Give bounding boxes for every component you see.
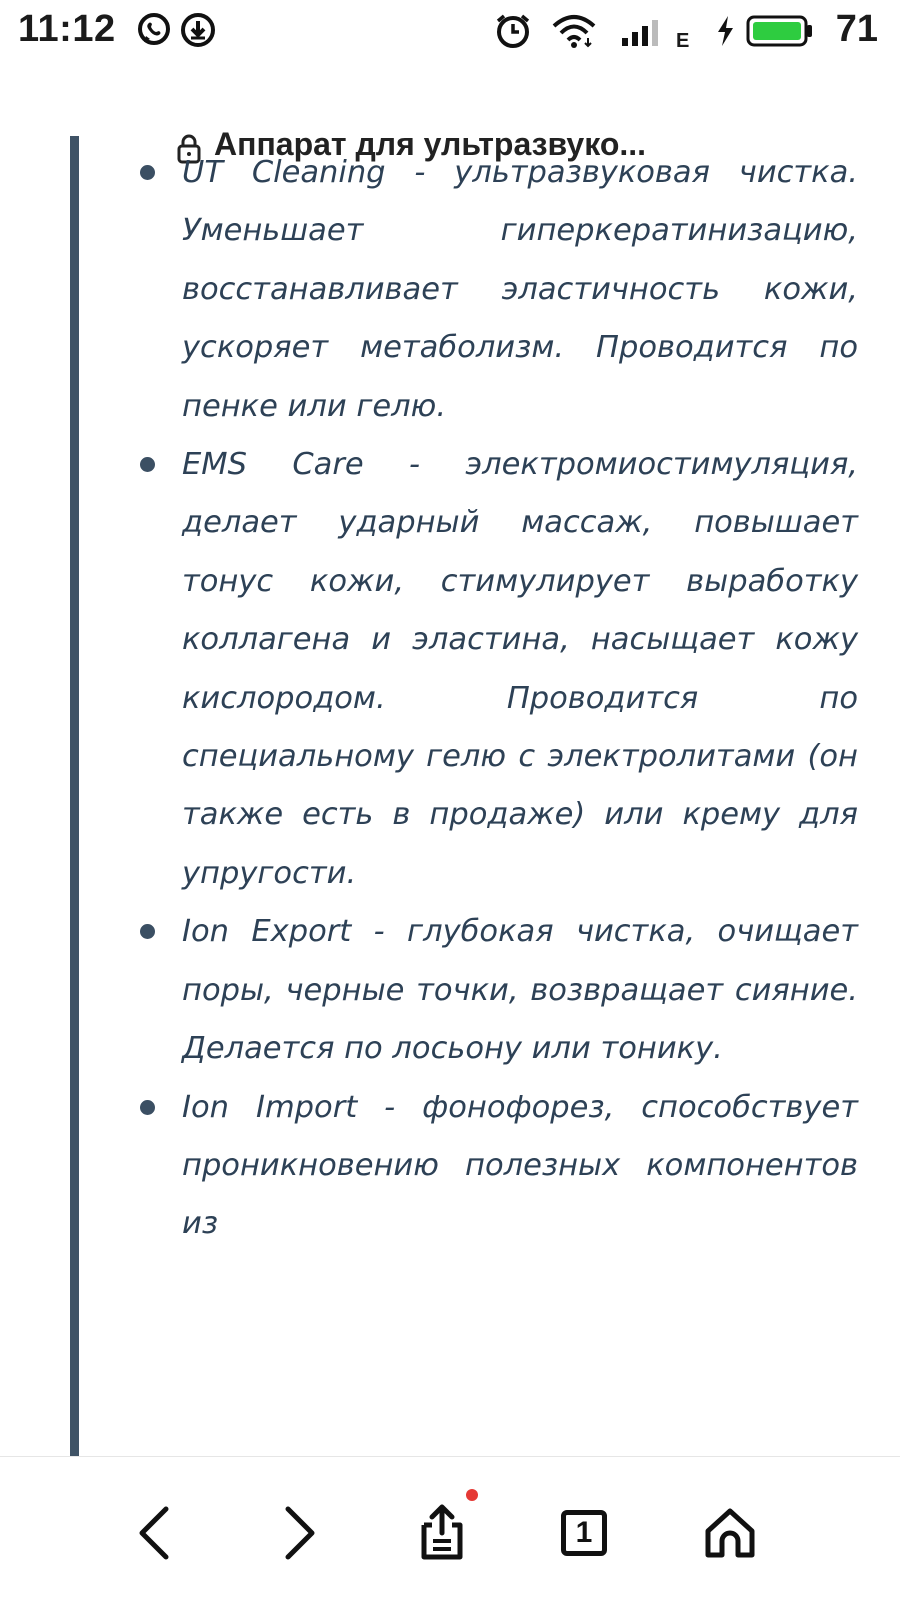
blockquote-accent-bar bbox=[70, 136, 79, 1456]
battery-percentage: 71 bbox=[835, 8, 878, 50]
list-item-text: UT Cleaning - ультразвуковая чистка. Уменьшает гиперкератинизацию, восстанавливает эластичность кожи, ускоряет метаболизм. Проводится по пенке или гелю. bbox=[182, 155, 858, 424]
back-arrow-icon bbox=[132, 1503, 176, 1563]
battery-icon bbox=[746, 14, 814, 53]
forward-arrow-icon bbox=[278, 1503, 322, 1563]
tab-count: 1 bbox=[575, 1516, 593, 1549]
status-bar bbox=[0, 0, 900, 62]
wifi-icon bbox=[552, 14, 596, 53]
list-item-text: Ion Export - глубокая чистка, очищает поры, черные точки, возвращает сияние. Делается по лосьону или тонику. bbox=[182, 914, 858, 1067]
list-item bbox=[128, 436, 858, 903]
browser-bottom-toolbar bbox=[0, 1456, 900, 1601]
article-content[interactable] bbox=[0, 122, 900, 1456]
share-icon bbox=[412, 1503, 472, 1563]
address-bar[interactable] bbox=[0, 62, 900, 162]
charging-icon bbox=[714, 14, 736, 53]
feature-list bbox=[128, 144, 858, 1254]
list-item-text: Ion Import - фонофорез, способствует проникновению полезных компонентов из bbox=[182, 1089, 858, 1242]
back-button[interactable] bbox=[114, 1493, 194, 1573]
bullet-icon bbox=[140, 457, 155, 472]
bullet-icon bbox=[140, 924, 155, 939]
status-time: 11:12 bbox=[18, 8, 116, 50]
download-icon bbox=[180, 12, 216, 53]
share-button[interactable] bbox=[402, 1493, 482, 1573]
home-icon bbox=[702, 1505, 758, 1561]
tabs-icon bbox=[561, 1510, 607, 1556]
list-item bbox=[128, 903, 858, 1078]
viber-icon bbox=[136, 12, 172, 53]
network-type-label: E bbox=[676, 30, 690, 52]
list-item bbox=[128, 1079, 858, 1254]
signal-icon bbox=[620, 16, 668, 51]
forward-button[interactable] bbox=[260, 1493, 340, 1573]
bullet-icon bbox=[140, 165, 155, 180]
list-item-text: EMS Care - электромиостимуляция, делает ударный массаж, повышает тонус кожи, стимулирует выработку коллагена и эластина, насыщает кожу кислородом. Проводится по специальному гелю с электролитами (он также есть в продаже) или крему для упругости. bbox=[182, 447, 858, 891]
tabs-button[interactable] bbox=[544, 1493, 624, 1573]
home-button[interactable] bbox=[690, 1493, 770, 1573]
page-title[interactable]: Аппарат для ультразвуко... bbox=[214, 126, 647, 162]
list-item bbox=[128, 144, 858, 436]
notification-dot bbox=[466, 1489, 478, 1501]
alarm-icon bbox=[494, 12, 532, 55]
bullet-icon bbox=[140, 1100, 155, 1115]
